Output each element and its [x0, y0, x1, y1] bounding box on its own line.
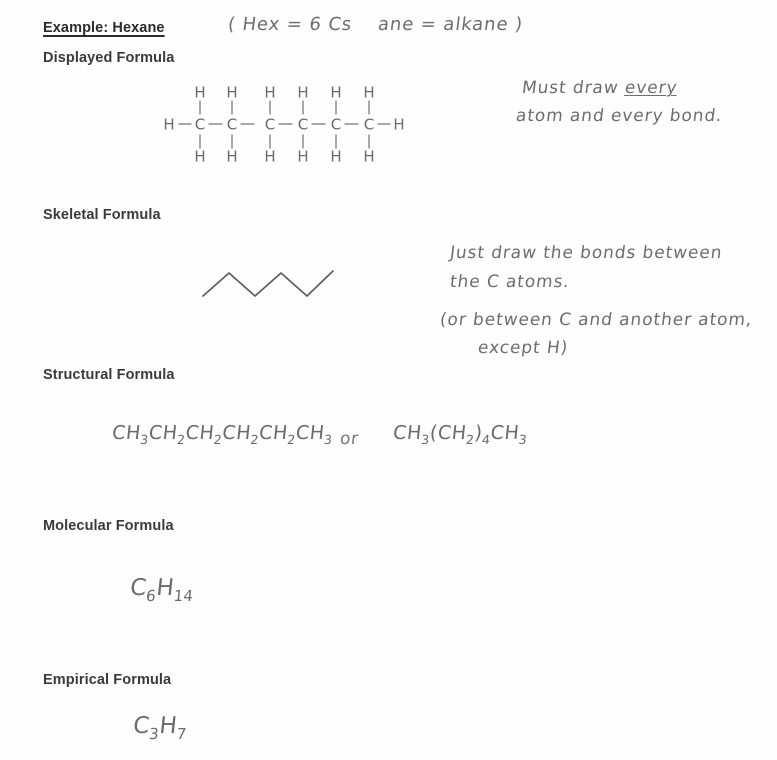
- formula-unit: $C_6$: [128, 575, 157, 605]
- section-heading-empirical: Empirical Formula: [43, 672, 172, 688]
- atom-h-bottom-6: H: [363, 147, 375, 166]
- atom-h-bottom-5: H: [330, 147, 342, 166]
- formula-unit: )$_4$: [473, 422, 491, 447]
- atom-c-4: C: [297, 115, 309, 134]
- formula-unit: $CH_3$: [489, 422, 528, 447]
- atom-c-5: C: [330, 115, 342, 134]
- formula-unit: $H_7$: [158, 713, 188, 743]
- structural-formula-condensed: [392, 422, 529, 447]
- skeletal-note-line-1: Just draw the bonds between: [448, 243, 724, 263]
- formula-unit: $CH_3$: [391, 422, 431, 447]
- atom-h-top-2: H: [226, 83, 238, 102]
- displayed-note-line-2: atom and every bond.: [514, 106, 724, 126]
- section-heading-displayed: Displayed Formula: [43, 50, 175, 66]
- atom-h-bottom-2: H: [226, 147, 238, 166]
- atom-c-1: C: [194, 115, 206, 134]
- title-annotation-left: ( Hex = 6 Cs: [226, 14, 354, 35]
- page-title: Example: Hexane: [43, 20, 165, 36]
- atom-h-bottom-3: H: [264, 147, 276, 166]
- skeletal-zigzag-chain: [203, 271, 333, 296]
- skeletal-note-line-2: the C atoms.: [448, 272, 571, 292]
- atom-c-3: C: [264, 115, 276, 134]
- formula-unit: $CH_3$: [110, 422, 150, 447]
- atom-h-bottom-4: H: [297, 147, 309, 166]
- skeletal-formula-diagram: [198, 262, 338, 306]
- formula-unit: $CH_2$: [221, 422, 260, 447]
- skeletal-note-line-3: (or between C and another atom,: [438, 310, 754, 330]
- formula-unit: $CH_3$: [294, 422, 333, 447]
- empirical-formula-value: [131, 713, 188, 743]
- molecular-formula-value: [128, 575, 195, 605]
- structural-formula-separator: or: [338, 429, 360, 449]
- atom-c-6: C: [363, 115, 375, 134]
- atom-c-2: C: [226, 115, 238, 134]
- atom-h-top-4: H: [297, 83, 309, 102]
- displayed-note-line-1: [521, 78, 679, 98]
- title-annotation-right: ane = alkane ): [376, 14, 525, 35]
- atom-h-top-6: H: [363, 83, 375, 102]
- section-heading-structural: Structural Formula: [43, 367, 175, 383]
- atom-h-terminal-left: H: [163, 115, 175, 134]
- atom-h-top-1: H: [194, 83, 206, 102]
- skeletal-note-line-4: except H): [476, 338, 570, 358]
- structural-formula-expanded: [111, 422, 334, 447]
- formula-unit: $CH_2$: [257, 422, 297, 447]
- formula-unit: $CH_2$: [147, 422, 186, 447]
- formula-unit: ($CH_2$: [428, 422, 475, 447]
- section-heading-molecular: Molecular Formula: [43, 518, 174, 534]
- section-heading-skeletal: Skeletal Formula: [43, 207, 161, 223]
- atom-h-terminal-right: H: [393, 115, 405, 134]
- atom-h-top-3: H: [264, 83, 276, 102]
- displayed-note-line-1-prefix: Must draw: [520, 78, 627, 98]
- displayed-formula-diagram: [160, 82, 430, 168]
- formula-unit: $C_3$: [131, 713, 160, 743]
- formula-unit: $CH_2$: [184, 422, 223, 447]
- atom-h-top-5: H: [330, 83, 342, 102]
- displayed-note-line-1-emphasis: every: [623, 78, 679, 98]
- atom-h-bottom-1: H: [194, 147, 206, 166]
- formula-unit: $H_{14}$: [155, 575, 194, 605]
